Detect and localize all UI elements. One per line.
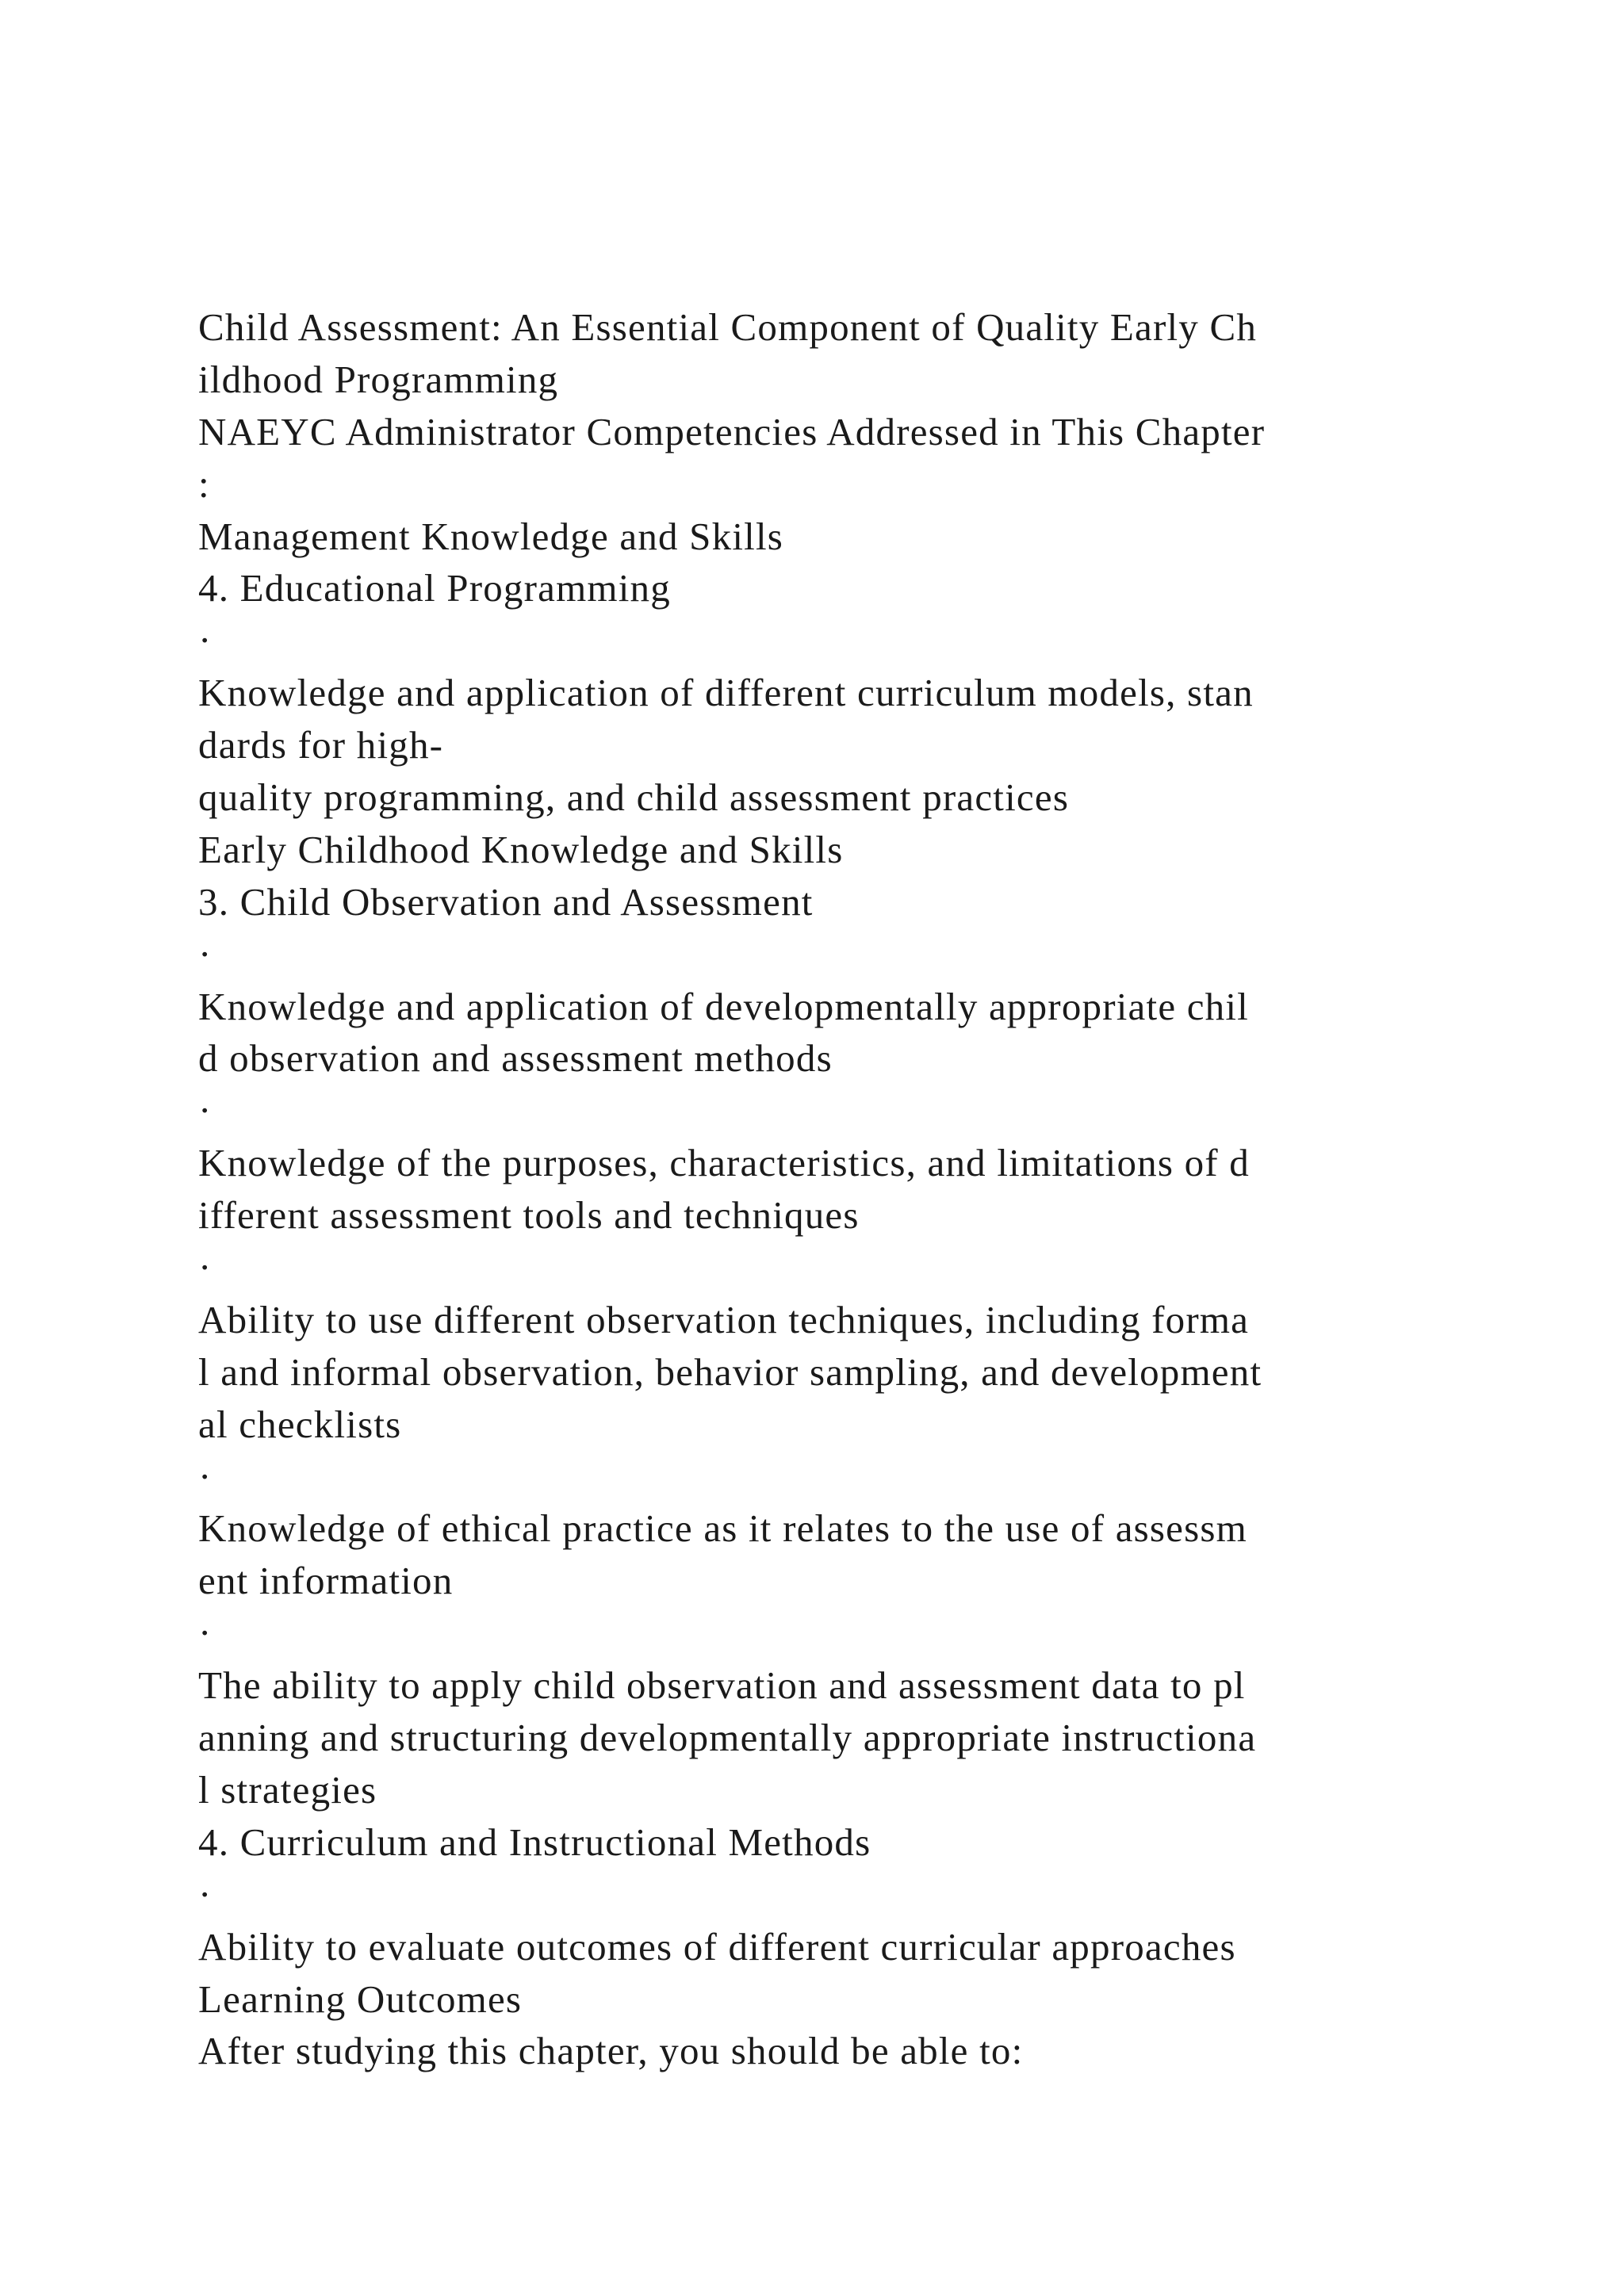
bullet-marker: ·: [198, 1246, 213, 1290]
text-line: d observation and assessment methods: [198, 1036, 833, 1081]
text-line: 4. Educational Programming: [198, 566, 671, 610]
text-line: ent information: [198, 1559, 454, 1603]
bullet-marker: ·: [198, 618, 213, 663]
document-body: [198, 301, 1515, 2077]
text-line: The ability to apply child observation and assessment data to pl: [198, 1663, 1246, 1708]
text-line: Knowledge and application of different curriculum models, stan: [198, 671, 1254, 715]
text-line: NAEYC Administrator Competencies Addressed in This Chapter: [198, 409, 1266, 453]
text-line: Learning Outcomes: [198, 1976, 523, 2021]
bullet-marker: ·: [198, 1611, 213, 1655]
bullet-marker: ·: [198, 1089, 213, 1133]
text-line: Knowledge and application of developmentally appropriate chil: [198, 984, 1249, 1028]
bullet-marker: ·: [198, 1872, 213, 1916]
text-line: Early Childhood Knowledge and Skills: [198, 827, 844, 871]
text-line: l strategies: [198, 1767, 377, 1812]
text-line: ildhood Programming: [198, 357, 559, 401]
text-line: Child Assessment: An Essential Component of Quality Early Ch: [198, 305, 1258, 349]
text-line: l and informal observation, behavior sampling, and development: [198, 1349, 1262, 1394]
bullet-marker: ·: [198, 932, 213, 976]
text-line: ifferent assessment tools and techniques: [198, 1193, 860, 1238]
text-line: Ability to use different observation techniques, including forma: [198, 1297, 1250, 1341]
text-line: Management Knowledge and Skills: [198, 514, 784, 558]
text-line: quality programming, and child assessment practices: [198, 775, 1070, 820]
text-line: dards for high-: [198, 723, 444, 767]
text-line: 4. Curriculum and Instructional Methods: [198, 1820, 871, 1864]
text-line: al checklists: [198, 1402, 402, 1446]
text-line: 3. Child Observation and Assessment: [198, 879, 814, 924]
text-line: Ability to evaluate outcomes of different curricular approaches: [198, 1924, 1236, 1969]
text-line: After studying this chapter, you should be able to:: [198, 2029, 1024, 2073]
text-line: Knowledge of ethical practice as it relates to the use of assessm: [198, 1506, 1247, 1551]
text-line: Knowledge of the purposes, characteristics, and limitations of d: [198, 1141, 1250, 1185]
text-line: :: [198, 461, 210, 506]
text-line: anning and structuring developmentally appropriate instructiona: [198, 1716, 1257, 1760]
bullet-marker: ·: [198, 1454, 213, 1498]
